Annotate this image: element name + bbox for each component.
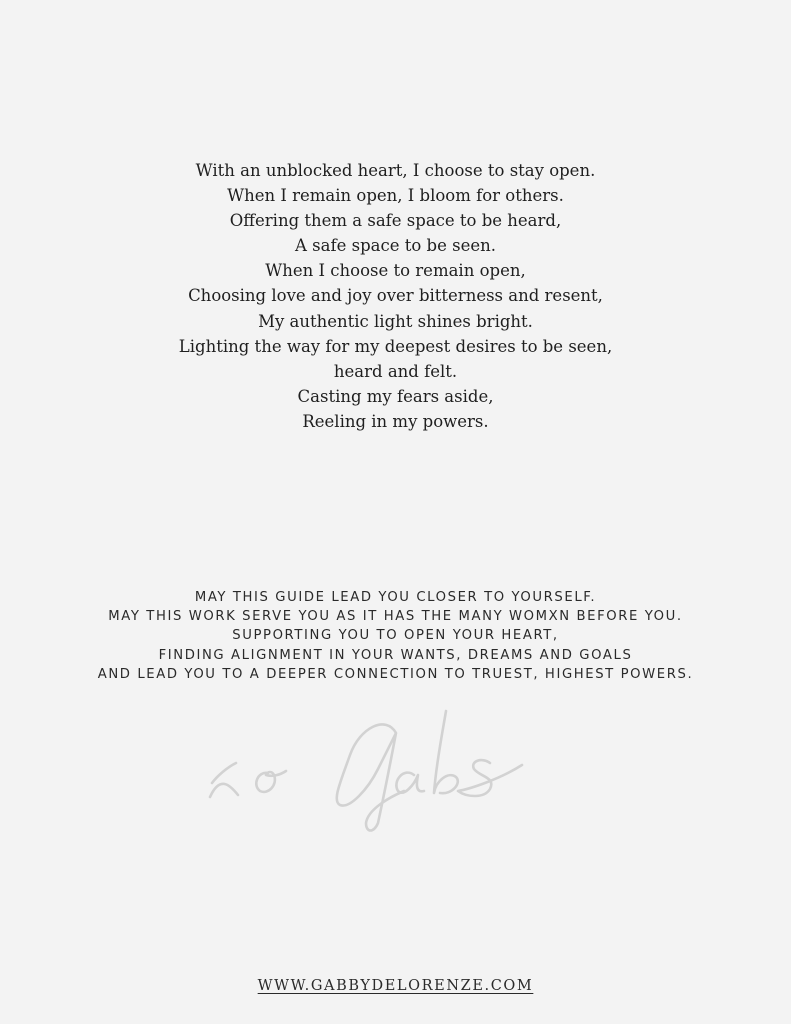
blessing: [0, 588, 791, 684]
poem-line: Choosing love and joy over bitterness and resent,: [188, 286, 603, 306]
blessing-line: SUPPORTING YOU TO OPEN YOUR HEART,: [232, 628, 559, 644]
poem-line: A safe space to be seen.: [295, 236, 496, 256]
poem-line: My authentic light shines bright.: [258, 311, 533, 331]
poem-line: Offering them a safe space to be heard,: [229, 211, 562, 231]
website-link[interactable]: WWW.GABBYDELORENZE.COM: [257, 978, 534, 994]
poem-line: heard and felt.: [333, 361, 458, 381]
blessing-line: FINDING ALIGNMENT IN YOUR WANTS, DREAMS AND GOALS: [158, 647, 633, 663]
blessing-line: MAY THIS GUIDE LEAD YOU CLOSER TO YOURSELF.: [194, 590, 597, 605]
poem: [0, 158, 791, 434]
blessing-line: MAY THIS WORK SERVE YOU AS IT HAS THE MANY WOMXN BEFORE YOU.: [108, 609, 683, 625]
blessing-line: AND LEAD YOU TO A DEEPER CONNECTION TO TRUEST, HIGHEST POWERS.: [97, 666, 694, 682]
poem-line: Reeling in my powers.: [302, 411, 489, 431]
poem-line: When I remain open, I bloom for others.: [227, 186, 564, 206]
poem-line: Lighting the way for my deepest desires to be seen,: [178, 336, 613, 356]
website-footer: [0, 978, 791, 994]
poem-line: Casting my fears aside,: [297, 386, 494, 406]
poem-line: With an unblocked heart, I choose to stay open.: [195, 161, 596, 180]
signature: [200, 705, 540, 835]
poem-line: When I choose to remain open,: [265, 261, 526, 281]
